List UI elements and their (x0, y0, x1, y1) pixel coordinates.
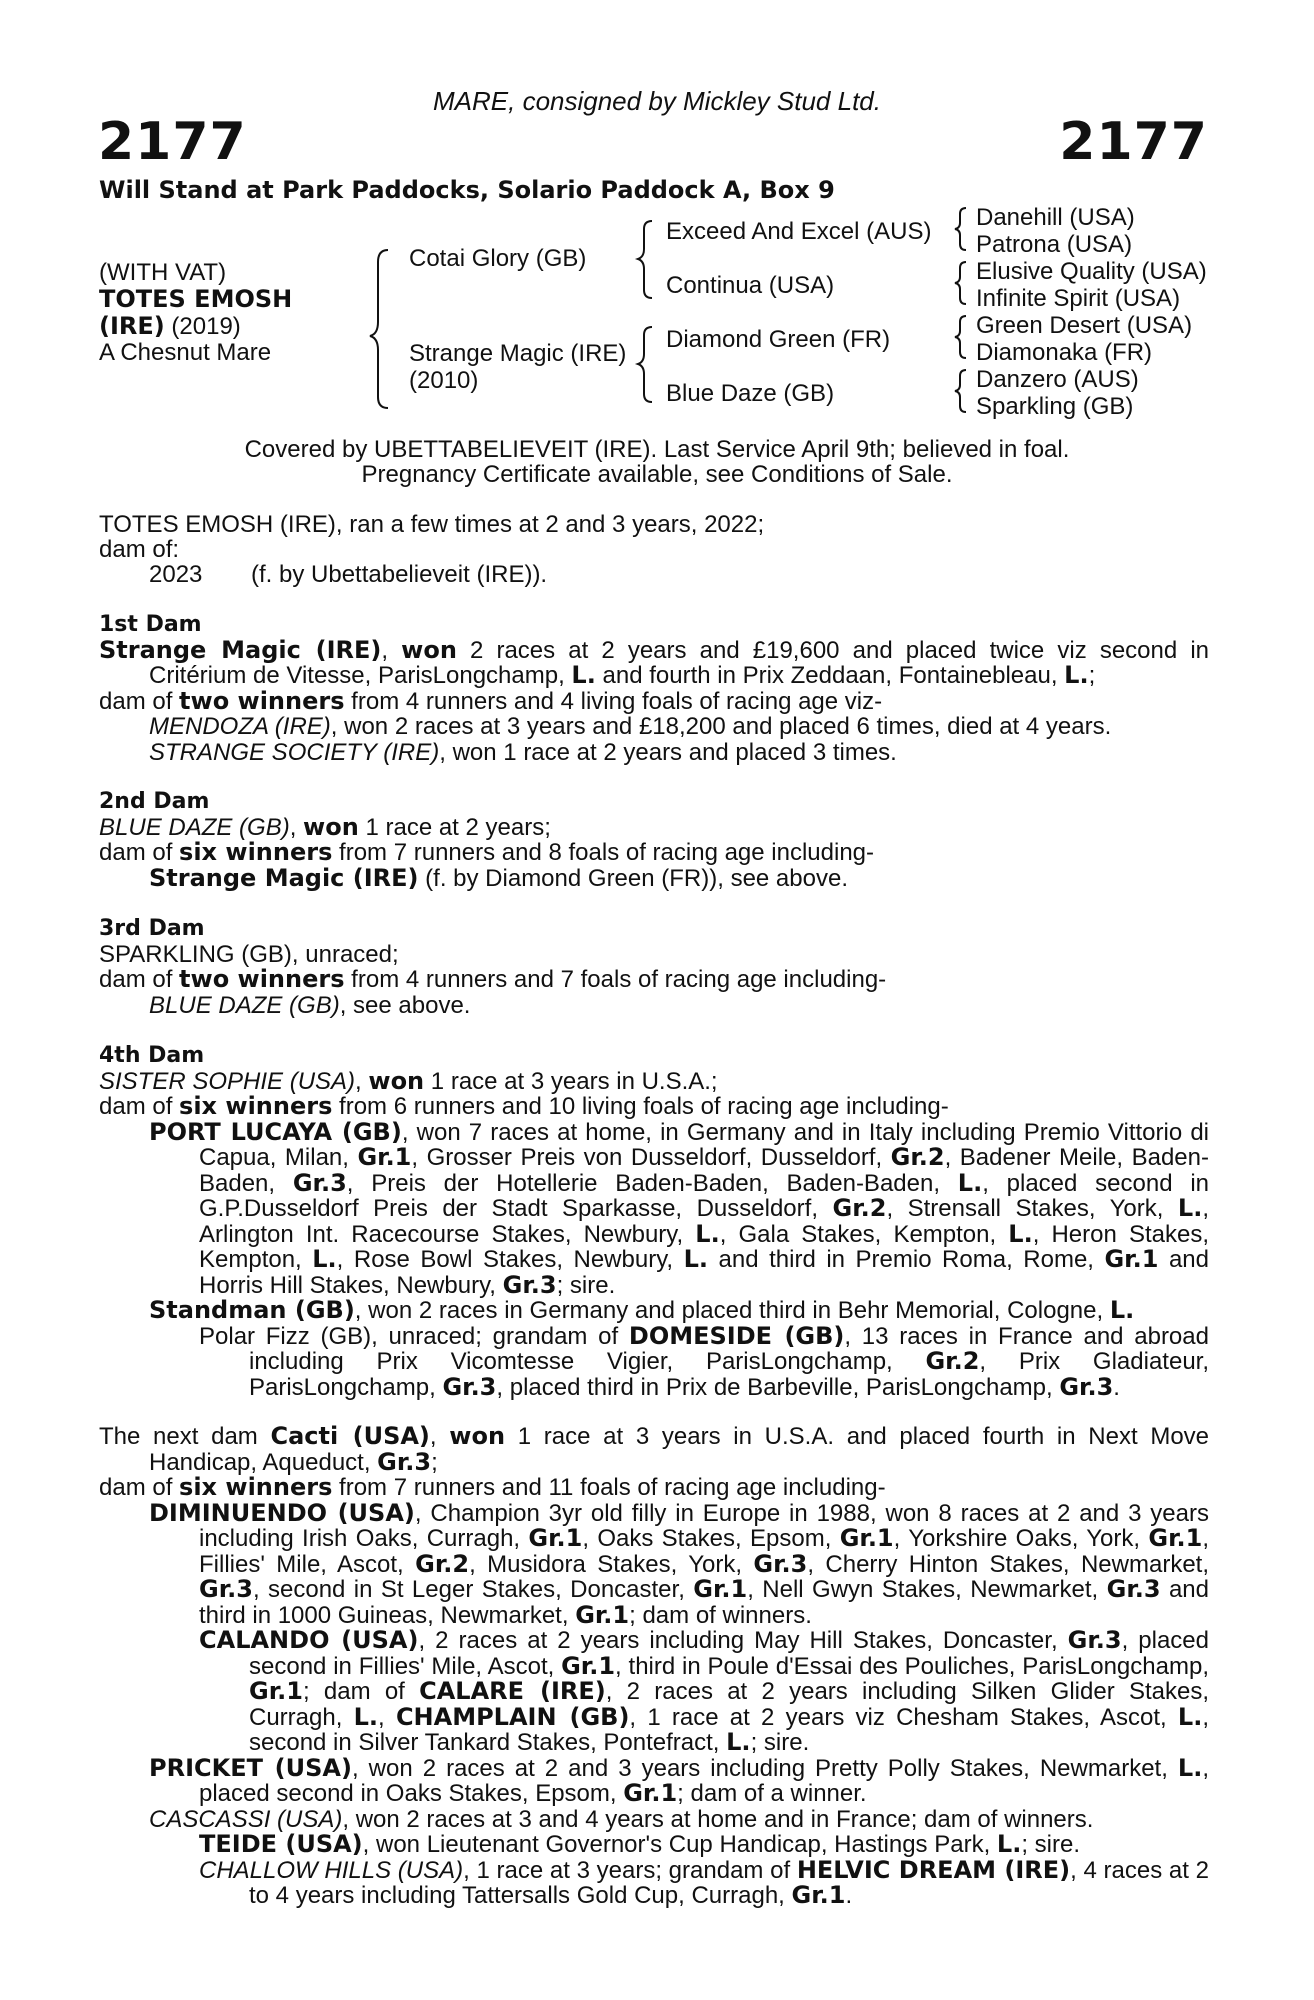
brace-dam (638, 327, 652, 402)
produce-item: PORT LUCAYA (GB), won 7 races at home, in Germany and in Italy including Premio Vittorio di Capua, Milan, Gr.1, Grosser Preis von Dusseldorf, Dusseldorf, Gr.2, Badener Meile, Baden-Baden, Gr.3, Preis der Hotellerie Baden-Baden, Baden-Baden, L., placed second in G.P.Dusseldorf Preis der Stadt Sparkasse, Dusseldorf, Gr.2, Strensall Stakes, York, L., Arlington Int. Racecourse Stakes, Newbury, L., Gala Stakes, Kempton, L., Heron Stakes, Kempton, L., Rose Bowl Stakes, Newbury, L. and third in Premio Roma, Rome, Gr.1 and Horris Hill Stakes, Newbury, Gr.3; sire. (149, 1117, 1209, 1299)
intro-dam-of: dam of: (99, 536, 180, 563)
next-dam-section (99, 1424, 1209, 1909)
brace-main (370, 250, 388, 408)
ancestor-4: Infinite Spirit (USA) (976, 285, 1181, 312)
covered-line: Covered by UBETTABELIEVEIT (IRE). Last Service April 9th; believed in foal. (244, 436, 1070, 463)
ancestor-3: Elusive Quality (USA) (976, 258, 1207, 285)
dam-year: (2010) (409, 367, 479, 394)
brace-sire (638, 221, 652, 298)
sire: Cotai Glory (GB) (409, 245, 587, 272)
vat-note: (WITH VAT) (99, 259, 227, 286)
ancestor-1: Danehill (USA) (976, 204, 1135, 231)
produce-year: 2023 (149, 561, 203, 588)
third-dam-section (99, 916, 1209, 1018)
horse-name: TOTES EMOSH (99, 285, 293, 313)
produce-item: TEIDE (USA), won Lieutenant Governor's Cup Handicap, Hastings Park, L.; sire. (199, 1830, 1081, 1858)
produce-item: Polar Fizz (GB), unraced; grandam of DOMESIDE (GB), 13 races in France and abroad including Prix Vicomtesse Vigier, ParisLongchamp, Gr.2, Prix Gladiateur, ParisLongchamp, Gr.3, placed third in Prix de Barbeville, ParisLongchamp, Gr.3. (199, 1321, 1209, 1401)
dam: Strange Magic (IRE) (409, 340, 627, 367)
produce-text: (f. by Ubettabelieveit (IRE)). (251, 561, 548, 588)
dam-sire: Diamond Green (FR) (666, 326, 891, 353)
produce-item: DIMINUENDO (USA), Champion 3yr old filly in Europe in 1988, won 8 races at 2 and 3 years including Irish Oaks, Curragh, Gr.1, Oaks Stakes, Epsom, Gr.1, Yorkshire Oaks, York, Gr.1, Fillies' Mile, Ascot, Gr.2, Musidora Stakes, York, Gr.3, Cherry Hinton Stakes, Newmarket, Gr.3, second in St Leger Stakes, Doncaster, Gr.1, Nell Gwyn Stakes, Newmarket, Gr.3 and third in 1000 Guineas, Newmarket, Gr.1; dam of winners. (149, 1498, 1210, 1629)
stand-location: Will Stand at Park Paddocks, Solario Paddock A, Box 9 (99, 176, 835, 204)
produce-item: Strange Magic (IRE) (f. by Diamond Green (FR)), see above. (149, 863, 848, 892)
next-dam-produce-summary: dam of six winners from 7 runners and 11 foals of racing age including- (99, 1473, 886, 1501)
produce-item: CASCASSI (USA), won 2 races at 3 and 4 years at home and in France; dam of winners. (149, 1805, 1094, 1833)
dam-dam: Blue Daze (GB) (666, 380, 835, 407)
ancestor-6: Diamonaka (FR) (976, 339, 1153, 366)
lot-number-right: 2177 (1059, 112, 1208, 172)
horse-country: (IRE) (99, 312, 165, 340)
second-dam-record: BLUE DAZE (GB), won 1 race at 2 years; (99, 812, 551, 841)
third-dam-heading: 3rd Dam (99, 916, 205, 941)
fourth-dam-heading: 4th Dam (99, 1043, 205, 1068)
produce-item: CALANDO (USA), 2 races at 2 years including May Hill Stakes, Doncaster, Gr.3, placed second in Fillies' Mile, Ascot, Gr.1, third in Poule d'Essai des Pouliches, ParisLongchamp, Gr.1; dam of CALARE (IRE), 2 races at 2 years including Silken Glider Stakes, Curragh, L., CHAMPLAIN (GB), 1 race at 2 years viz Chesham Stakes, Ascot, L., second in Silver Tankard Stakes, Pontefract, L.; sire. (199, 1626, 1210, 1756)
ancestor-2: Patrona (USA) (976, 231, 1133, 258)
ancestor-5: Green Desert (USA) (976, 312, 1193, 339)
fourth-dam-produce-summary: dam of six winners from 6 runners and 10 living foals of racing age including- (99, 1092, 949, 1120)
second-dam-section (99, 789, 1209, 891)
sire-sire: Exceed And Excel (AUS) (666, 218, 932, 245)
ancestor-8: Sparkling (GB) (976, 393, 1134, 420)
ancestor-7: Danzero (AUS) (976, 366, 1139, 393)
produce-item: STRANGE SOCIETY (IRE), won 1 race at 2 years and placed 3 times. (149, 738, 897, 766)
second-dam-heading: 2nd Dam (99, 789, 210, 814)
first-dam-produce-summary: dam of two winners from 4 runners and 4 living foals of racing age viz- (99, 686, 883, 715)
produce-item: PRICKET (USA), won 2 races at 2 and 3 years including Pretty Polly Stakes, Newmarket, L., placed second in Oaks Stakes, Epsom, Gr.1; dam of a winner. (149, 1753, 1209, 1807)
horse-year: (2019) (171, 313, 241, 340)
first-dam-name: Strange Magic (IRE) (99, 635, 382, 664)
intro-race-record: TOTES EMOSH (IRE), ran a few times at 2 and 3 years, 2022; (99, 511, 765, 538)
first-dam-section (99, 612, 1209, 765)
produce-item: Standman (GB), won 2 races in Germany and placed third in Behr Memorial, Cologne, L. (149, 1296, 1135, 1324)
next-dam-record: The next dam Cacti (USA), won 1 race at 3 years in U.S.A. and placed fourth in Next Move Handicap, Aqueduct, Gr.3; (99, 1422, 1210, 1476)
brace-g12 (955, 208, 966, 250)
third-dam-produce-summary: dam of two winners from 4 runners and 7 foals of racing age including- (99, 965, 887, 993)
produce-item: BLUE DAZE (GB), see above. (149, 991, 471, 1019)
lot-number-left: 2177 (98, 112, 247, 172)
produce-item: MENDOZA (IRE), won 2 races at 3 years and £18,200 and placed 6 times, died at 4 years. (149, 713, 1112, 740)
fourth-dam-section (99, 1043, 1209, 1400)
fourth-dam-record: SISTER SOPHIE (USA), won 1 race at 3 years in U.S.A.; (99, 1066, 718, 1095)
brace-g78 (955, 370, 966, 412)
third-dam-record: SPARKLING (GB), unraced; (99, 940, 399, 968)
brace-g56 (955, 316, 966, 358)
pregnancy-line: Pregnancy Certificate available, see Conditions of Sale. (361, 461, 953, 488)
first-dam-record: Strange Magic (IRE), won 2 races at 2 years and £19,600 and placed twice viz second in Critérium de Vitesse, ParisLongchamp, L. and fourth in Prix Zeddaan, Fontainebleau, L.; (99, 635, 1209, 689)
horse-description: A Chesnut Mare (99, 339, 272, 366)
sire-dam: Continua (USA) (666, 272, 835, 299)
second-dam-produce-summary: dam of six winners from 7 runners and 8 foals of racing age including- (99, 838, 875, 866)
brace-g34 (955, 262, 966, 304)
produce-item: CHALLOW HILLS (USA), 1 race at 3 years; grandam of HELVIC DREAM (IRE), 4 races at 2 to 4 years including Tattersalls Gold Cup, Curragh, Gr.1. (199, 1855, 1209, 1909)
consignor-line: MARE, consigned by Mickley Stud Ltd. (433, 86, 881, 116)
first-dam-heading: 1st Dam (99, 612, 202, 637)
